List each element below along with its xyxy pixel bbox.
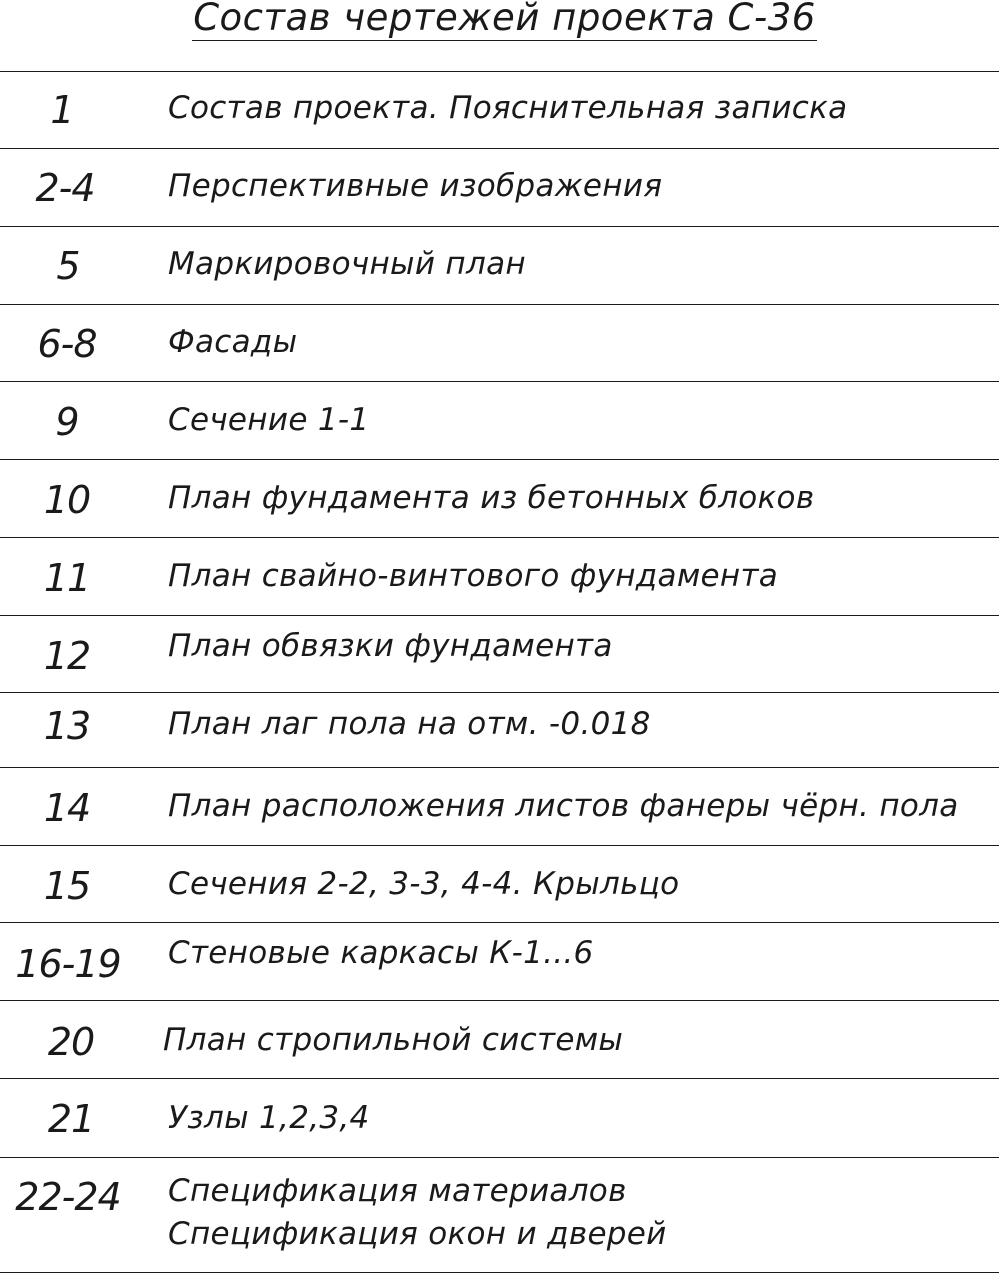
sheet-description: Сечения 2-2, 3-3, 4-4. Крыльцо (168, 866, 680, 902)
sheet-description: Маркировочный план (168, 246, 526, 282)
sheet-description: План фундамента из бетонных блоков (168, 480, 815, 516)
sheet-number: 21 (47, 1097, 95, 1141)
table-divider (0, 615, 999, 616)
sheet-description: План расположения листов фанеры чёрн. пола (168, 788, 959, 824)
table-divider (0, 148, 999, 149)
table-divider (0, 1078, 999, 1079)
page-title (0, 0, 999, 44)
sheet-description: План лаг пола на отм. -0.018 (168, 706, 651, 742)
table-divider (0, 304, 999, 305)
sheet-number: 20 (47, 1020, 95, 1064)
table-divider (0, 845, 999, 846)
page-title-text: Состав чертежей проекта С-36 (192, 0, 817, 41)
sheet-number: 6-8 (37, 322, 97, 366)
sheet-number: 9 (55, 400, 79, 444)
sheet-number: 10 (43, 478, 91, 522)
sheet-number: 1 (50, 88, 74, 132)
table-divider (0, 692, 999, 693)
sheet-description: План свайно-винтового фундамента (168, 558, 779, 594)
sheet-description: Сечение 1-1 (168, 402, 370, 438)
sheet-number: 16-19 (15, 942, 121, 986)
table-divider (0, 1000, 999, 1001)
sheet-description: Состав проекта. Пояснительная записка (168, 90, 848, 126)
sheet-number: 14 (43, 786, 91, 830)
table-divider (0, 381, 999, 382)
sheet-number: 11 (43, 556, 91, 600)
sheet-description: Спецификация материалов (168, 1173, 627, 1209)
table-divider (0, 1272, 999, 1273)
sheet-number: 15 (43, 864, 91, 908)
sheet-number: 12 (43, 634, 91, 678)
sheet-number: 2-4 (35, 166, 95, 210)
sheet-description-secondary: Спецификация окон и дверей (168, 1216, 667, 1252)
sheet-description: Узлы 1,2,3,4 (168, 1100, 370, 1136)
table-divider (0, 537, 999, 538)
table-divider (0, 1157, 999, 1158)
sheet-number: 5 (56, 244, 80, 288)
sheet-description: План стропильной системы (163, 1022, 624, 1058)
table-divider (0, 922, 999, 923)
sheet-number: 13 (43, 704, 91, 748)
sheet-description: Перспективные изображения (168, 168, 663, 204)
sheet-description: Стеновые каркасы К-1...6 (168, 935, 594, 971)
sheet-description: План обвязки фундамента (168, 628, 613, 664)
sheet-description: Фасады (168, 324, 298, 360)
table-divider (0, 71, 999, 72)
table-divider (0, 459, 999, 460)
sheet-number: 22-24 (15, 1175, 121, 1219)
table-divider (0, 767, 999, 768)
table-divider (0, 226, 999, 227)
